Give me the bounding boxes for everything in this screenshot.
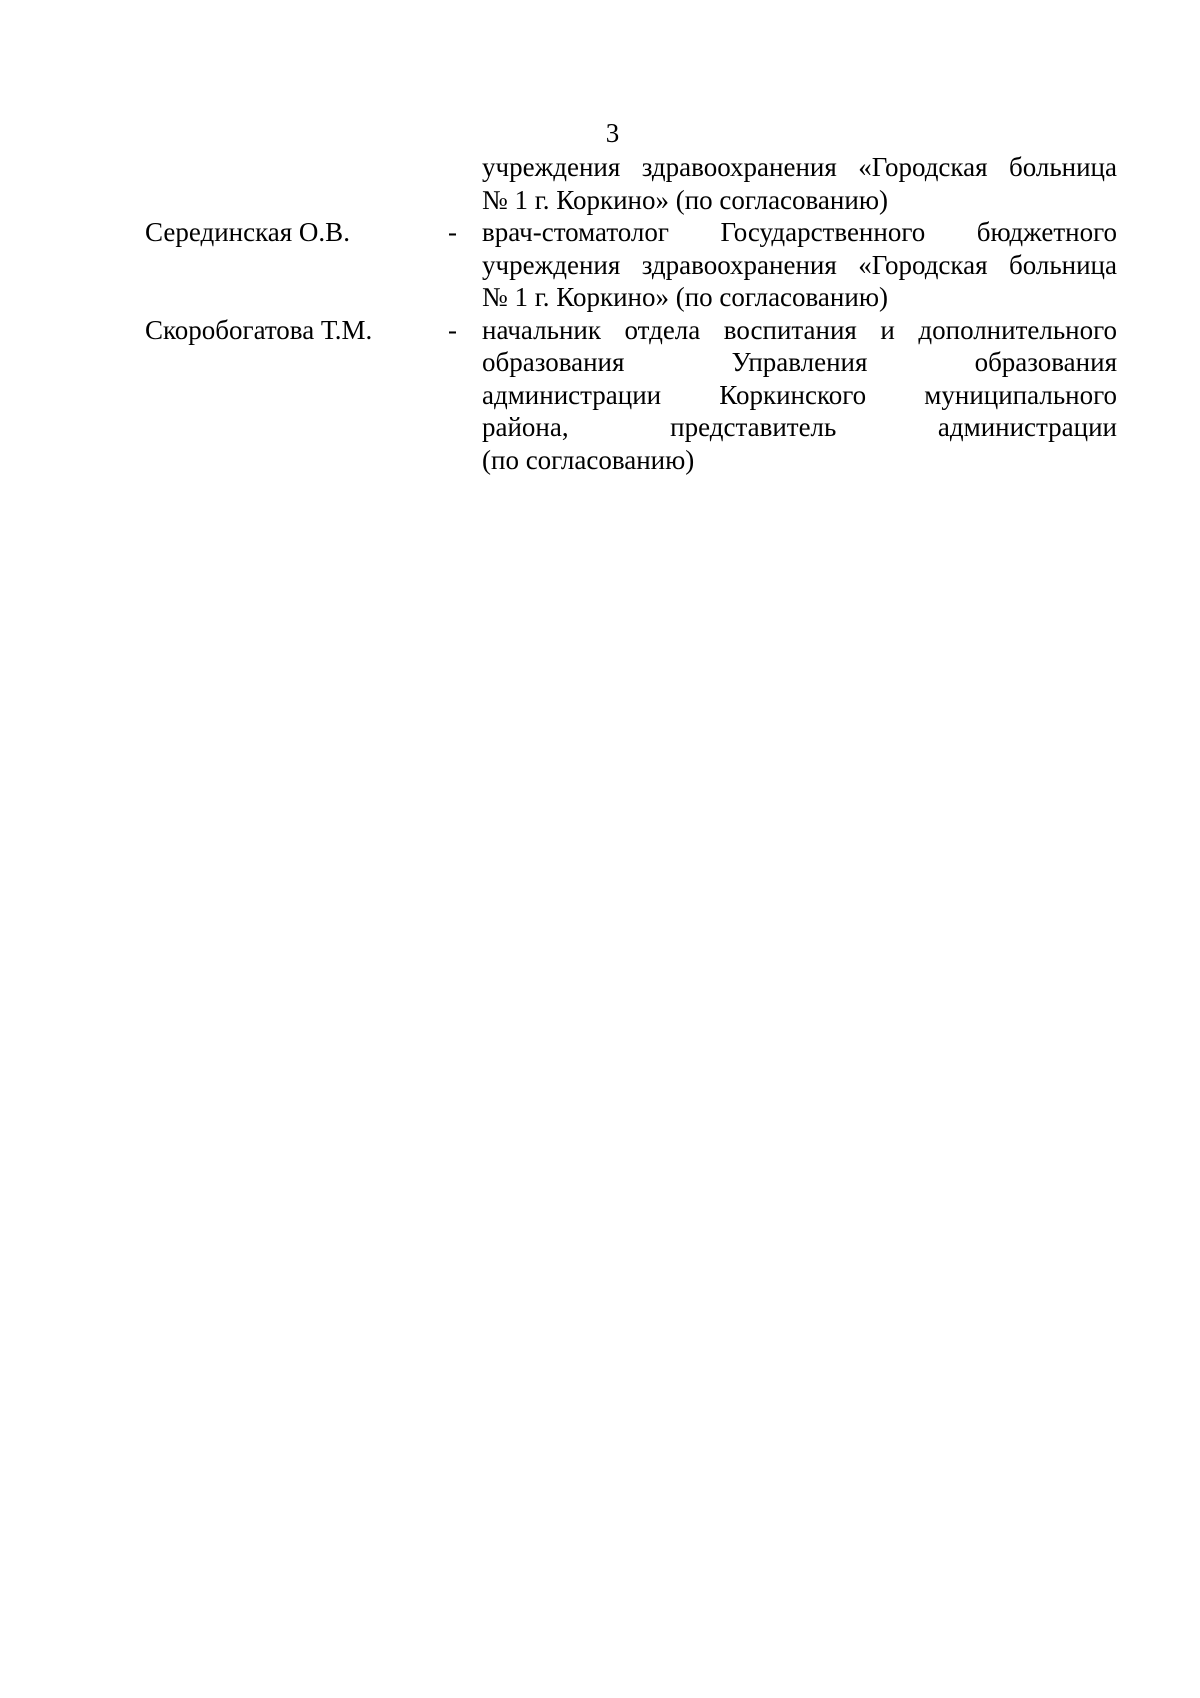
member-name: Скоробогатова Т.М. <box>145 314 373 345</box>
member-name: Серединская О.В. <box>145 217 350 247</box>
description-line: № 1 г. Коркино» (по согласованию) <box>482 184 888 215</box>
description-line: врач-стоматолог Государственного бюджетного <box>482 217 1117 247</box>
description-line: администрации Коркинского муниципального <box>482 379 1117 410</box>
member-dash: - <box>448 314 457 345</box>
description-line: учреждения здравоохранения «Городская больница <box>482 152 1117 182</box>
description-line: учреждения здравоохранения «Городская больница <box>482 249 1117 280</box>
description-line: начальник отдела воспитания и дополнительного <box>482 314 1117 345</box>
member-dash: - <box>448 217 457 247</box>
member-description <box>482 314 1117 477</box>
description-line: № 1 г. Коркино» (по согласованию) <box>482 282 888 312</box>
description-line: образования Управления образования <box>482 347 1117 377</box>
description-line: (по согласованию) <box>482 444 695 475</box>
member-entry-continued <box>145 151 1117 216</box>
member-description <box>482 151 1117 216</box>
description-line: района, представитель администрации <box>482 412 1117 442</box>
member-entry-seredinskaya <box>145 216 1117 314</box>
page-number: 3 <box>605 118 620 148</box>
member-description <box>482 216 1117 314</box>
member-entry-skorobogatova <box>145 314 1117 477</box>
member-list <box>145 151 1117 476</box>
